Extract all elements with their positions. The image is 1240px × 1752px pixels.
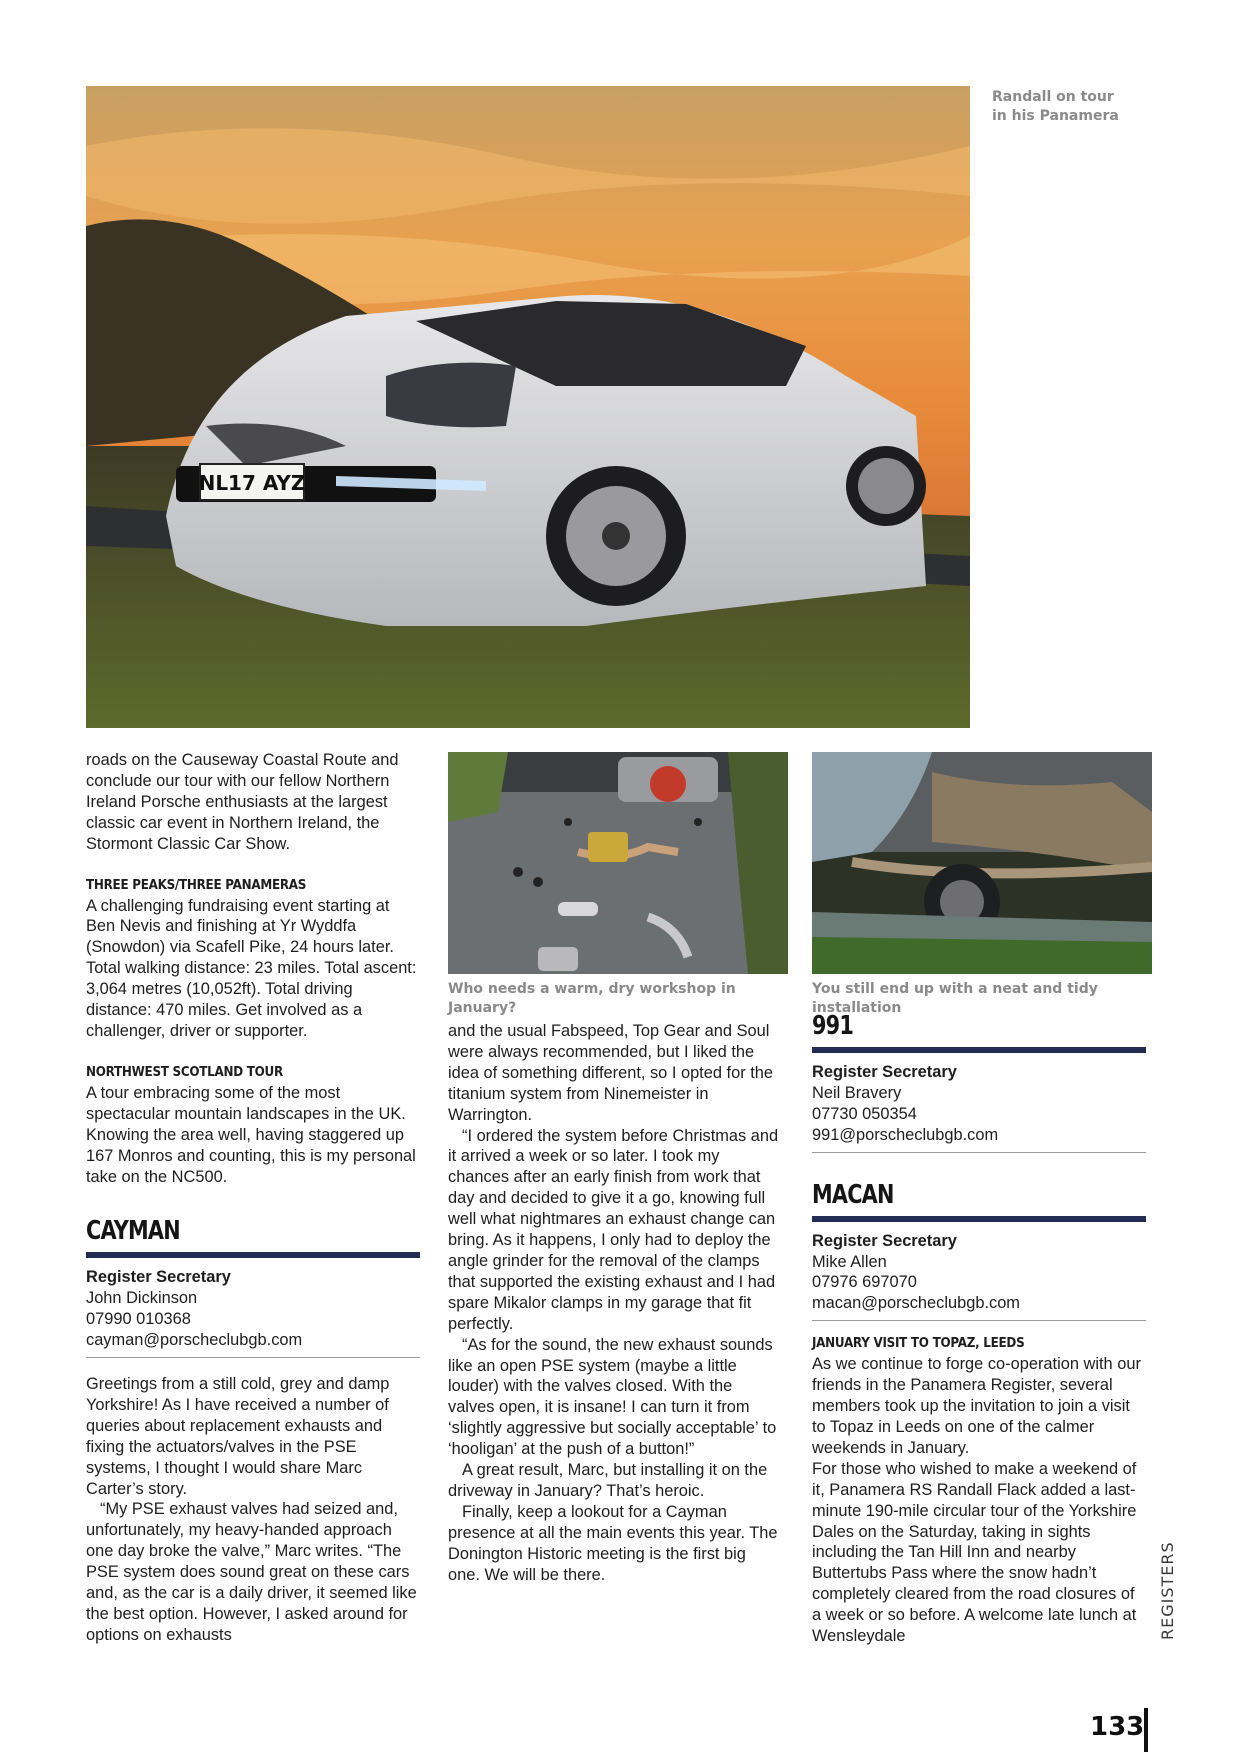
three-peaks-heading: THREE PEAKS/THREE PANAMERAS xyxy=(86,877,307,893)
cayman-rule xyxy=(86,1357,420,1358)
cayman-divider xyxy=(86,1252,420,1258)
macan-contact xyxy=(812,1231,1146,1315)
991-secretary-label: Register Secretary xyxy=(812,1063,957,1081)
exhaust-parts-image xyxy=(448,752,788,974)
991-contact xyxy=(812,1062,1146,1146)
cayman-paragraph-2: “My PSE exhaust valves had seized and, unfortunately, my heavy-handed approach one day broke the valve,” Marc writes. “The PSE system does sound great on these cars and, as the car is a daily driver, it seemed like the best option. However, I asked around for options on exhausts xyxy=(86,1500,417,1644)
col2-paragraph-4: A great result, Marc, but installing it on the driveway in January? That’s heroic. xyxy=(448,1461,768,1500)
macan-secretary-name: Mike Allen xyxy=(812,1252,887,1271)
macan-phone: 07976 697070 xyxy=(812,1273,917,1292)
page-number: 133 xyxy=(1090,1712,1145,1742)
macan-secretary-label: Register Secretary xyxy=(812,1231,957,1250)
page-number-bar xyxy=(1144,1708,1148,1752)
exhaust-installation-image xyxy=(812,752,1152,974)
topaz-heading: JANUARY VISIT TO TOPAZ, LEEDS xyxy=(812,1336,1025,1352)
install-caption: You still end up with a neat and tidy installation xyxy=(812,981,1098,1016)
three-peaks-paragraph: A challenging fundraising event starting at Ben Nevis and finishing at Yr Wyddfa (Snowdon) via Scafell Pike, 24 hours later. Total walking distance: 23 miles. Total ascent: 3,064 metres (10,052ft). Total driving distance: 470 miles. Get involved as a challenger, driver or supporter. xyxy=(86,896,417,1040)
northwest-paragraph: A tour embracing some of the most spectacular mountain landscapes in the UK. Knowing the area well, having staggered up 167 Monros and counting, this is my personal take on the NC500. xyxy=(86,1083,416,1186)
number-plate: NL17 AYZ xyxy=(198,471,306,495)
col2-paragraph-2: “I ordered the system before Christmas and it arrived a week or so later. I took my chances after an early finish from work that day and decided to give it a go, knowing full well what nightmares an exhaust change can bring. As it happens, I only had to deploy the angle grinder for the removal of the clamps that supported the existing exhaust and I had spare Mikalor clamps in my garage that fit perfectly. xyxy=(448,1126,779,1333)
topaz-paragraph-1: As we continue to forge co-operation with our friends in the Panamera Register, several members took up the invitation to join a visit to Topaz in Leeds on one of the calmer weekends in January. xyxy=(812,1355,1141,1457)
macan-title: MACAN xyxy=(812,1179,894,1210)
northwest-heading: NORTHWEST SCOTLAND TOUR xyxy=(86,1064,283,1080)
column-3 xyxy=(812,1012,1146,1647)
cayman-contact xyxy=(86,1267,420,1351)
macan-divider xyxy=(812,1216,1146,1222)
col2-paragraph-3: “As for the sound, the new exhaust sounds like an open PSE system (maybe a little louder) with the valves closed. With the valves open, it is insane! I can turn it from ‘slightly aggressive but socially acceptable’ to ‘hooligan’ at the push of a button!” xyxy=(448,1335,777,1459)
topaz-paragraph-2: For those who wished to make a weekend of it, Panamera RS Randall Flack added a last-minute 190-mile circular tour of the Yorkshire Dales on the Saturday, taking in sights including the Tan Hill Inn and nearby Buttertubs Pass where the snow hadn’t completely cleared from the road closures of a week or so before. A welcome late lunch at Wensleydale xyxy=(812,1459,1137,1646)
cayman-phone: 07990 010368 xyxy=(86,1310,191,1329)
cayman-paragraph-1: Greetings from a still cold, grey and damp Yorkshire! As I have received a number of queries about replacement exhausts and fixing the actuators/valves in the PSE systems, I thought I would share Marc Carter’s story. xyxy=(86,1375,390,1498)
macan-email[interactable]: macan@porscheclubgb.com xyxy=(812,1294,1020,1313)
hero-photo xyxy=(86,86,970,728)
cayman-title: CAYMAN xyxy=(86,1216,180,1247)
column-2 xyxy=(448,1021,782,1585)
intro-paragraph: roads on the Causeway Coastal Route and conclude our tour with our fellow Northern Ireland Porsche enthusiasts at the largest classic car event in Northern Ireland, the Stormont Classic Car Show. xyxy=(86,751,399,853)
991-email[interactable]: 991@porscheclubgb.com xyxy=(812,1125,999,1144)
991-rule xyxy=(812,1152,1146,1153)
section-side-tag: REGISTERS xyxy=(1158,1541,1177,1640)
macan-rule xyxy=(812,1320,1146,1321)
cayman-secretary-label: Register Secretary xyxy=(86,1268,231,1287)
cayman-email[interactable]: cayman@porscheclubgb.com xyxy=(86,1331,303,1350)
workshop-photo xyxy=(448,752,788,974)
col2-paragraph-5: Finally, keep a lookout for a Cayman presence at all the main events this year. The Donington Historic meeting is the first big one. We will be there. xyxy=(448,1502,778,1584)
panamera-sunset-image xyxy=(86,86,970,728)
cayman-secretary-name: John Dickinson xyxy=(86,1289,198,1308)
991-divider xyxy=(812,1047,1146,1053)
991-title: 991 xyxy=(812,1011,854,1041)
hero-caption: Randall on tour in his Panamera xyxy=(992,89,1119,124)
991-phone: 07730 050354 xyxy=(812,1104,917,1123)
workshop-caption: Who needs a warm, dry workshop in January? xyxy=(448,981,736,1016)
col2-paragraph-1: and the usual Fabspeed, Top Gear and Soul were always recommended, but I liked the idea of something different, so I opted for the titanium system from Ninemeister in Warrington. xyxy=(448,1022,773,1124)
install-photo xyxy=(812,752,1152,974)
column-1 xyxy=(86,750,420,1646)
991-secretary-name: Neil Bravery xyxy=(812,1083,902,1102)
